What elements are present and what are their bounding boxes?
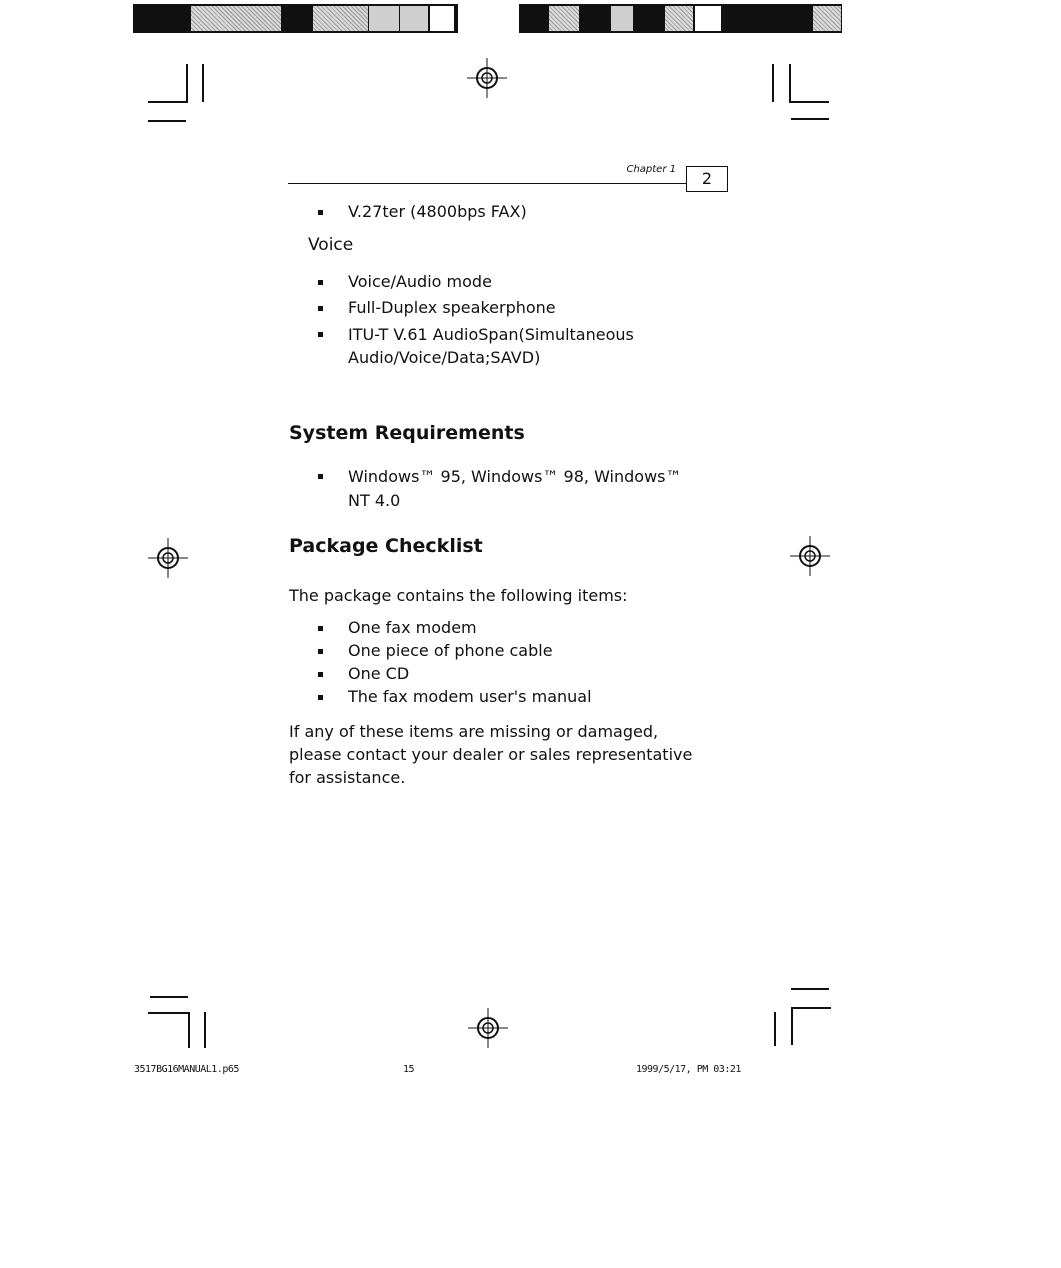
bullet-icon <box>318 695 323 700</box>
crop-mark <box>202 64 204 102</box>
printer-tile <box>312 6 368 31</box>
printer-tile <box>399 6 428 31</box>
printer-tile <box>429 6 454 31</box>
bullet-icon <box>318 649 323 654</box>
crop-mark <box>791 1007 793 1045</box>
bullet-icon <box>318 280 323 285</box>
registration-mark-icon <box>468 1008 508 1048</box>
footer-timestamp: 1999/5/17, PM 03:21 <box>636 1064 741 1075</box>
crop-mark <box>148 120 186 122</box>
crop-mark <box>791 118 829 120</box>
printer-tile <box>548 6 579 31</box>
list-item <box>348 641 553 661</box>
list-item <box>348 202 527 222</box>
list-item <box>348 323 668 369</box>
list-item-text: One piece of phone cable <box>348 641 553 660</box>
crop-mark <box>791 988 829 990</box>
list-item <box>348 664 409 684</box>
bullet-icon <box>318 210 323 215</box>
registration-mark-icon <box>467 58 507 98</box>
registration-mark-icon <box>148 538 188 578</box>
crop-mark <box>772 64 774 102</box>
crop-mark <box>774 1012 776 1046</box>
crop-mark <box>148 101 188 103</box>
list-item-text: One fax modem <box>348 618 477 637</box>
list-item <box>348 687 592 707</box>
bullet-icon <box>318 672 323 677</box>
crop-mark <box>789 101 829 103</box>
crop-mark <box>150 996 188 998</box>
section-heading-voice: Voice <box>308 235 354 255</box>
package-intro: The package contains the following items: <box>289 586 628 605</box>
bullet-icon <box>318 332 323 337</box>
printer-tile <box>664 6 693 31</box>
list-item <box>348 298 556 318</box>
section-heading-system-requirements: System Requirements <box>289 422 525 444</box>
bullet-icon <box>318 474 323 479</box>
list-item-text: ITU-T V.61 AudioSpan(Simultaneous Audio/Voice/Data;SAVD) <box>348 325 634 367</box>
registration-mark-icon <box>790 536 830 576</box>
list-item-text: Full-Duplex speakerphone <box>348 298 556 317</box>
list-item-text: One CD <box>348 664 410 683</box>
printer-tile <box>190 6 281 31</box>
chapter-label: Chapter 1 <box>626 164 676 175</box>
bullet-icon <box>318 306 323 311</box>
crop-mark <box>204 1012 206 1048</box>
footer-filename: 3517BG16MANUAL1.p65 <box>134 1064 239 1075</box>
list-item-text: Windows™ 95, Windows™ 98, Windows™ NT 4.0 <box>348 467 682 510</box>
printer-tile <box>368 6 399 31</box>
header-rule <box>288 183 686 184</box>
crop-mark <box>188 1012 190 1048</box>
crop-mark <box>789 64 791 102</box>
printer-tile <box>694 6 721 31</box>
list-item <box>348 465 708 513</box>
page-number-box: 2 <box>686 166 728 192</box>
list-item <box>348 618 477 638</box>
crop-mark <box>791 1007 831 1009</box>
list-item-text: The fax modem user's manual <box>348 687 592 706</box>
crop-mark <box>148 1012 190 1014</box>
printer-tile <box>610 6 633 31</box>
list-item-text: Voice/Audio mode <box>348 272 492 291</box>
package-note: If any of these items are missing or damaged, please contact your dealer or sales representative for assistance. <box>289 722 693 787</box>
section-heading-package-checklist: Package Checklist <box>289 535 483 557</box>
list-item <box>348 272 492 292</box>
bullet-icon <box>318 626 323 631</box>
crop-mark <box>186 64 188 102</box>
printer-tile <box>812 6 841 31</box>
footer-page: 15 <box>403 1064 415 1075</box>
list-item-text: V.27ter (4800bps FAX) <box>348 202 527 221</box>
